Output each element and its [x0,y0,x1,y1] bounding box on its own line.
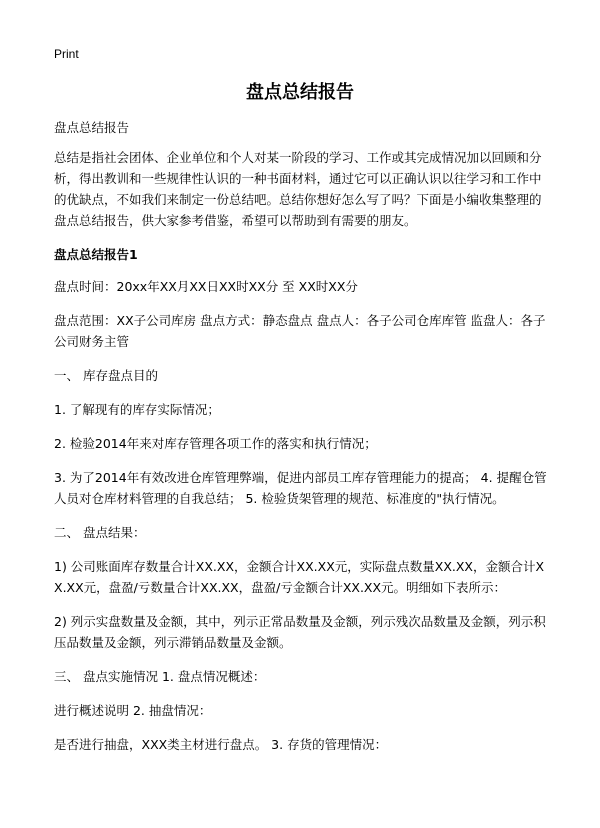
section-heading: 盘点总结报告1 [54,247,138,262]
implementation-heading: 三、 盘点实施情况 1. 盘点情况概述： [54,669,266,684]
print-label[interactable]: Print [54,47,79,61]
page-title: 盘点总结报告 [246,82,354,103]
result-item: 1) 公司账面库存数量合计XX.XX，金额合计XX.XX元，实际盘点数量XX.XX，金额合计XX.XX元，盘盈/亏数量合计XX.XX，盘盈/亏金额合计XX.XX元。明细如下表所示： [54,559,545,595]
document-body [54,117,550,768]
sampling-paragraph: 是否进行抽盘，XXX类主材进行盘点。 3. 存货的管理情况： [54,737,388,752]
inventory-scope: 盘点范围：XX子公司库房 盘点方式：静态盘点 盘点人：各子公司仓库库管 监盘人：各子公司财务主管 [54,313,546,349]
purpose-item: 1. 了解现有的库存实际情况； [54,402,220,417]
purpose-heading: 一、 库存盘点目的 [54,368,158,383]
purpose-item: 2. 检验2014年来对库存管理各项工作的落实和执行情况； [54,436,377,451]
result-item: 2) 列示实盘数量及金额，其中，列示正常品数量及金额，列示残次品数量及金额，列示积压品数量及金额，列示滞销品数量及金额。 [54,614,546,650]
document-subtitle: 盘点总结报告 [54,120,130,135]
purpose-item: 3. 为了2014年有效改进仓库管理弊端，促进内部员工库存管理能力的提高； 4. 提醒仓管人员对仓库材料管理的自我总结； 5. 检验货架管理的规范、标准度的"执行情况。 [54,470,547,506]
result-heading: 二、 盘点结果： [54,525,146,540]
overview-paragraph: 进行概述说明 2. 抽盘情况： [54,703,212,718]
inventory-time: 盘点时间：20xx年XX月XX日XX时XX分 至 XX时XX分 [54,279,358,294]
intro-paragraph: 总结是指社会团体、企业单位和个人对某一阶段的学习、工作或其完成情况加以回顾和分析，得出教训和一些规律性认识的一种书面材料，通过它可以正确认识以往学习和工作中的优缺点，不如我们来制定一份总结吧。总结你想好怎么写了吗？下面是小编收集整理的盘点总结报告，供大家参考借鉴，希望可以帮助到有需要的朋友。 [54,150,542,228]
